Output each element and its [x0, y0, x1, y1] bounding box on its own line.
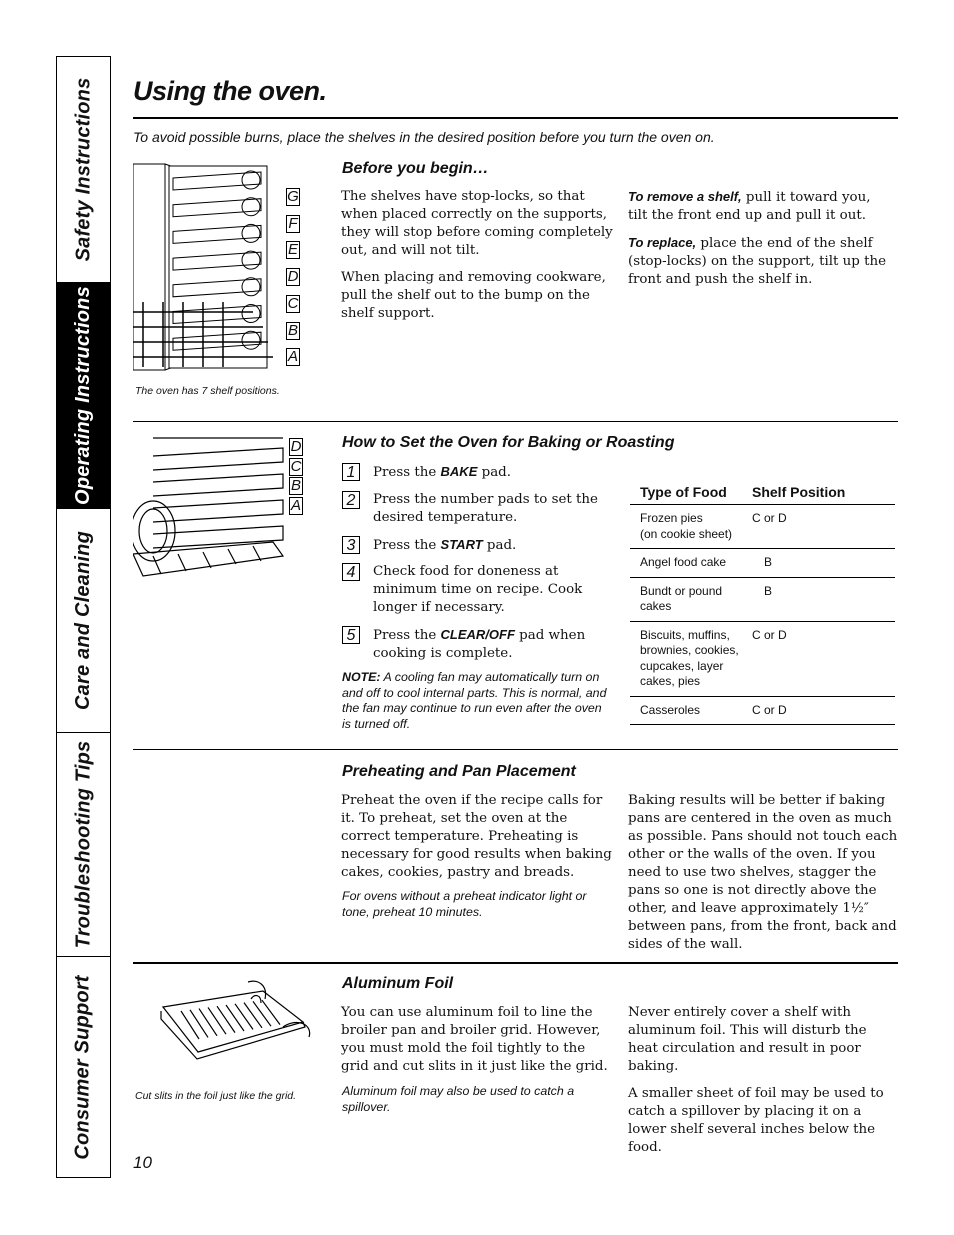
tab-label: Care and Cleaning	[72, 531, 94, 710]
foil-on-grid-illustration	[133, 977, 320, 1077]
tab-troubleshooting-tips[interactable]	[57, 733, 110, 957]
clear-off-pad-key: CLEAR/OFF	[440, 627, 515, 642]
foil-caption: Cut slits in the foil just like the grid.	[135, 1090, 297, 1102]
start-pad-key: START	[440, 537, 483, 552]
foil-paragraph: You can use aluminum foil to line the broiler pan and broiler grid. However, you must mold the foil tightly to the grid and cut slits in it just like the grid.	[341, 1005, 608, 1074]
note-lead: NOTE:	[342, 670, 381, 684]
cooling-fan-note	[342, 670, 610, 732]
shelf-position-letter: A	[287, 348, 298, 366]
tab-care-and-cleaning[interactable]	[57, 509, 110, 733]
food-type-cell: Casseroles	[630, 696, 752, 725]
shelf-position-letter: B	[290, 477, 301, 494]
remove-shelf-paragraph	[628, 188, 890, 225]
step-number: 1	[342, 463, 360, 481]
preheating-text	[341, 792, 613, 891]
step-3	[342, 536, 602, 555]
preheating-heading: Preheating and Pan Placement	[342, 763, 576, 780]
shelf-position-cell: C or D	[752, 505, 895, 549]
food-type-cell: Angel food cake	[630, 549, 752, 578]
shelf-position-letter: A	[290, 496, 301, 514]
note-text: A cooling fan may automatically turn on and off to cool internal parts. This is normal, and the fan may continue to run even after the oven is turned off.	[342, 670, 607, 731]
shelf-position-letter: F	[286, 215, 300, 233]
step-1	[342, 463, 602, 482]
replace-shelf-paragraph	[628, 234, 890, 289]
side-tab-bar	[56, 56, 111, 1178]
food-type-cell: Bundt or pound cakes	[630, 577, 752, 621]
shelf-position-letter: C	[290, 457, 302, 475]
shelf-position-letter: C	[287, 294, 299, 312]
tab-label: Consumer Support	[72, 974, 95, 1160]
step-5	[342, 626, 602, 663]
oven-shelves-with-pie-illustration	[133, 436, 320, 582]
stop-locks-paragraph: The shelves have stop-locks, so that when placed correctly on the supports, they will stop before coming completely out, and will not tilt.	[341, 189, 613, 258]
step-text: Press the CLEAR/OFF pad when cooking is complete.	[373, 627, 586, 661]
tab-label: Safety Instructions	[72, 77, 94, 262]
replace-shelf-text: place the end of the shelf (stop-locks) on the support, tilt up the front and push the shelf in.	[628, 236, 887, 287]
shelf-position-table	[630, 480, 895, 725]
title-rule	[133, 117, 898, 119]
column-header: Type of Food	[630, 480, 752, 505]
tab-operating-instructions[interactable]	[57, 283, 110, 509]
step-number: 5	[342, 626, 360, 644]
tab-label: Operating Instructions	[72, 286, 94, 505]
page-title: Using the oven.	[133, 76, 327, 106]
shelf-position-cell: C or D	[752, 621, 895, 696]
table-row	[630, 505, 895, 549]
shelf-position-cell: B	[752, 577, 895, 621]
section-divider	[133, 962, 898, 964]
oven-shelf-positions-illustration	[133, 162, 320, 372]
section-divider	[133, 749, 898, 750]
shelf-position-letter: B	[287, 321, 298, 339]
step-number: 4	[342, 563, 360, 581]
foil-text	[341, 1004, 613, 1085]
step-number: 2	[342, 491, 360, 509]
baking-heading: How to Set the Oven for Baking or Roasting	[342, 434, 675, 451]
preheat-note: For ovens without a preheat indicator light or tone, preheat 10 minutes.	[342, 889, 587, 919]
step-4	[342, 563, 602, 617]
column-header: Shelf Position	[752, 480, 895, 505]
replace-shelf-lead: To replace,	[628, 235, 697, 250]
bake-pad-key: BAKE	[440, 464, 478, 479]
shelf-position-letter: E	[287, 241, 298, 259]
shelf-position-letter: G	[287, 188, 299, 205]
table-header-row	[630, 480, 895, 505]
pan-placement-text	[628, 792, 898, 963]
tab-label: Troubleshooting Tips	[72, 740, 95, 949]
before-you-begin-text	[341, 188, 613, 332]
foil-text-right	[628, 1004, 896, 1166]
remove-shelf-lead: To remove a shelf,	[628, 189, 742, 204]
table-row	[630, 577, 895, 621]
table-row	[630, 621, 895, 696]
remove-replace-text	[628, 188, 890, 298]
step-text: Press the number pads to set the desired temperature.	[373, 492, 598, 525]
intro-text: To avoid possible burns, place the shelves in the desired position before you turn the oven on.	[133, 129, 715, 145]
food-type-cell: Biscuits, muffins, brownies, cookies, cupcakes, layer cakes, pies	[630, 621, 752, 696]
shelf-position-cell: C or D	[752, 696, 895, 725]
step-text: Check food for doneness at minimum time on recipe. Cook longer if necessary.	[373, 564, 583, 615]
preheat-paragraph: Preheat the oven if the recipe calls for it. To preheat, set the oven at the correct temperature. Preheating is necessary for good results when baking cakes, cookies, pastry and breads.	[341, 793, 612, 880]
page-number: 10	[133, 1153, 152, 1172]
aluminum-foil-heading: Aluminum Foil	[342, 975, 454, 992]
cookware-paragraph: When placing and removing cookware, pull the shelf out to the bump on the shelf support.	[341, 270, 606, 321]
shelf-positions-caption: The oven has 7 shelf positions.	[135, 385, 280, 397]
pan-placement-paragraph: Baking results will be better if baking pans are centered in the oven as much as possible. Pans should not touch each other or the walls of the oven. If you need to use two shelves, stagger the pans so one is not directly above the other, and leave approximately 1½″ between pans, from the front, back and sides of the wall.	[628, 793, 898, 952]
remove-shelf-text: pull it toward you, tilt the front end up and pull it out.	[628, 190, 871, 223]
step-2	[342, 491, 602, 527]
step-number: 3	[342, 536, 360, 554]
table-row	[630, 696, 895, 725]
shelf-position-letter: D	[290, 438, 302, 455]
foil-note: Aluminum foil may also be used to catch a spillover.	[342, 1084, 575, 1114]
section-divider	[133, 421, 898, 422]
tab-safety-instructions[interactable]	[57, 57, 110, 283]
shelf-position-letter: D	[287, 268, 299, 286]
step-text: Press the START pad.	[373, 537, 517, 553]
food-type-cell: Frozen pies (on cookie sheet)	[630, 505, 752, 549]
foil-cover-paragraph: Never entirely cover a shelf with aluminum foil. This will disturb the heat circulation and result in poor baking.	[628, 1005, 867, 1074]
foil-spillover-paragraph: A smaller sheet of foil may be used to catch a spillover by placing it on a lower shelf several inches below the food.	[628, 1086, 884, 1155]
table-row	[630, 549, 895, 578]
shelf-position-cell: B	[752, 549, 895, 578]
tab-consumer-support[interactable]	[57, 957, 110, 1177]
step-text: Press the BAKE pad.	[373, 464, 512, 480]
before-you-begin-heading: Before you begin…	[342, 160, 489, 177]
